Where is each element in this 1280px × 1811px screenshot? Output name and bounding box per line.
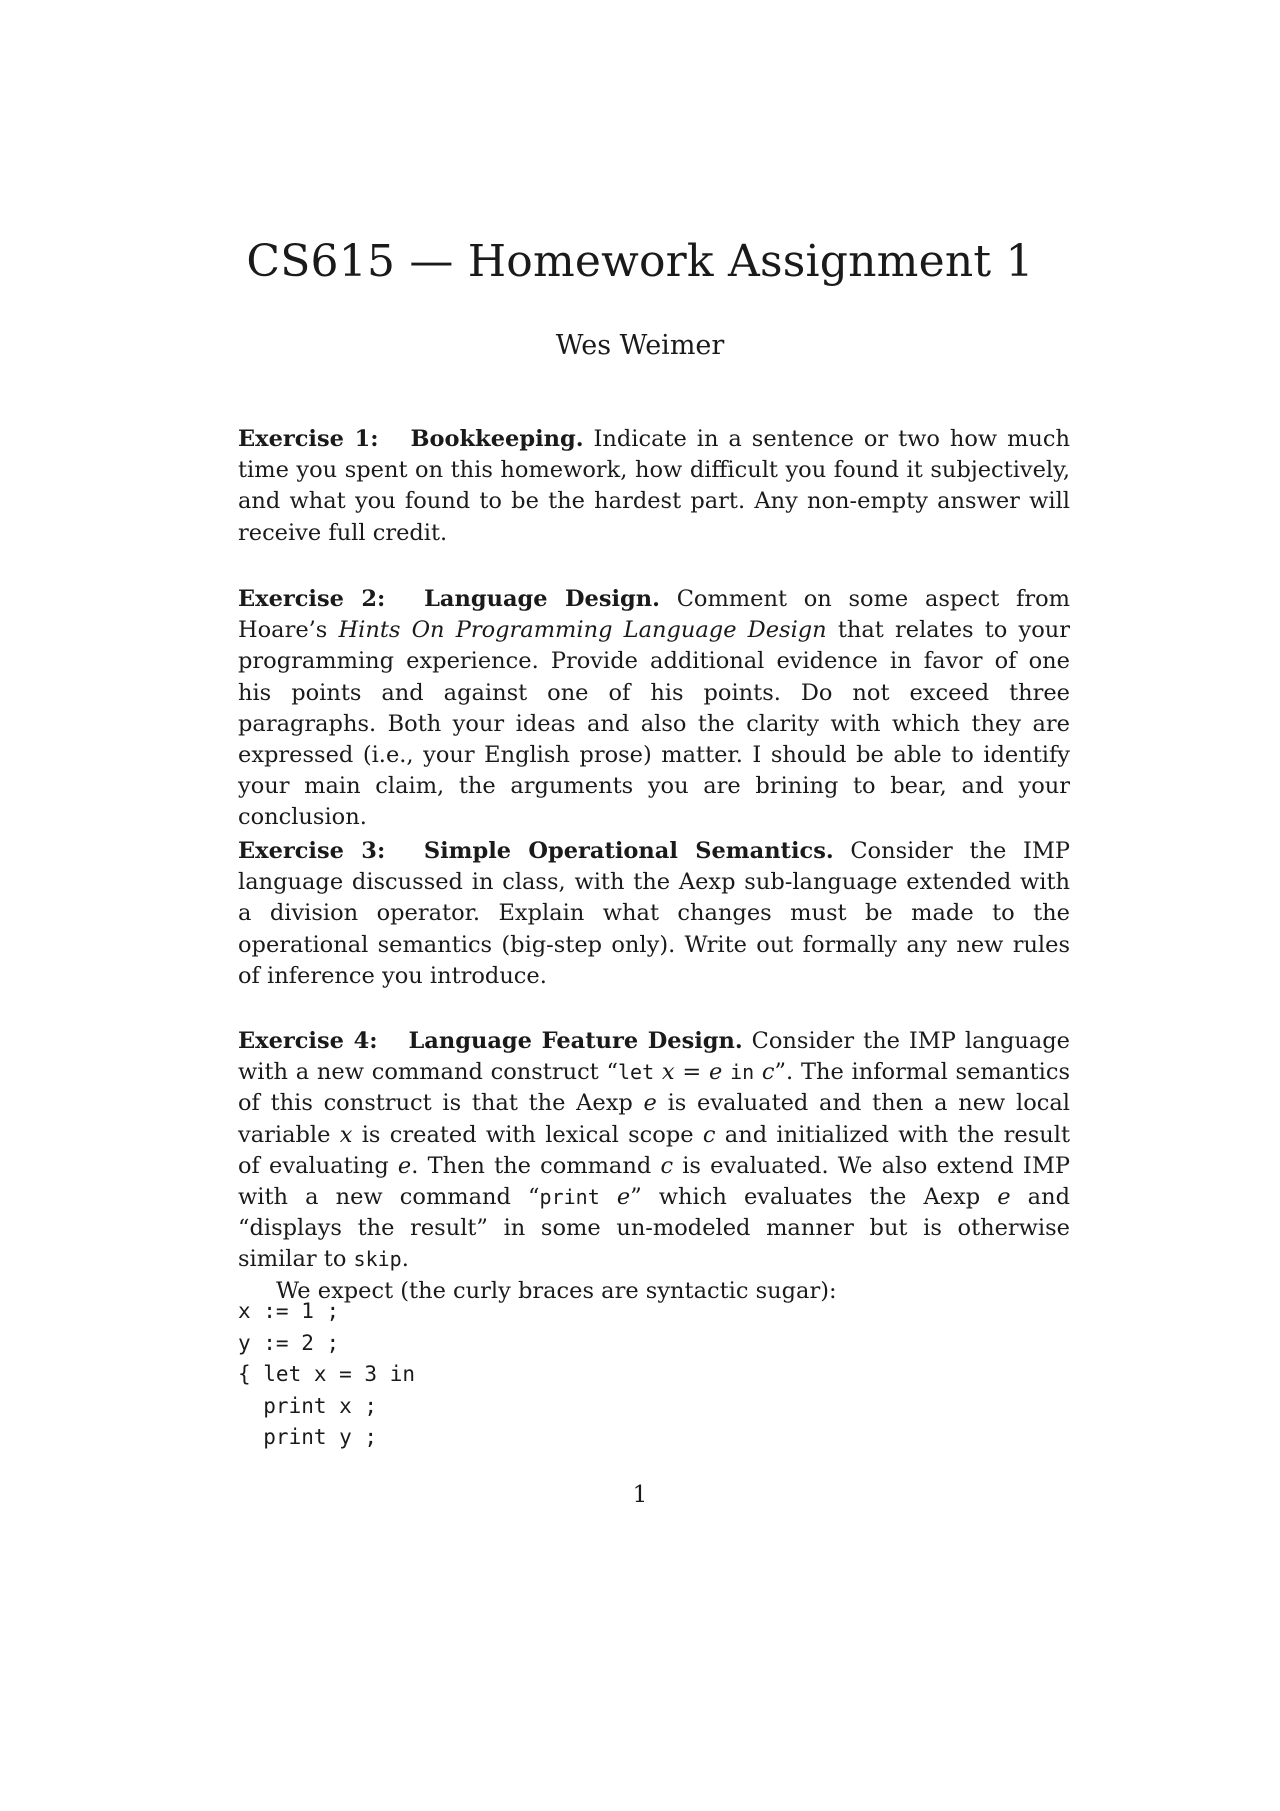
exercise-label: Exercise 2: [238,586,386,612]
exercise-text: ”. The informal semantics of this construct is that the Aexp [238,1059,1071,1117]
exercise-label: Exercise 4: [238,1028,378,1054]
code-line: y := 2 ; [238,1330,340,1355]
math-equals: = [674,1059,709,1086]
math-c: c [761,1059,775,1086]
math-c: c [660,1152,674,1179]
keyword-skip: skip [353,1247,402,1272]
math-e: e [708,1059,723,1086]
math-e: e [643,1090,657,1117]
exercise-text: and initialized with the result of evaluating [238,1121,1071,1179]
exercise-text: that relates to your programming experience. Provide additional evidence in favor of one his points and against one of his points. Do not exceed three paragraphs. Both your ideas and also the clarity with which they are expressed (i.e., your English prose) matter. I should be able to identify your main claim, the arguments you are brining to bear, and your conclusion. [238,617,1071,831]
exercise-text: Consider the IMP language discussed in class, with the Aexp sub-language extended with a division operator. Explain what changes must be made to the operational semantics (big-step only). Write out formally any new rules of inference you introduce. [238,838,1071,989]
exercise-text: is created with lexical scope [361,1121,694,1148]
exercise-text: is evaluated and then a new local variable [238,1090,1070,1148]
exercise-text: Indicate in a sentence or two how much time you spent on this homework, how difficult you found it subjectively, and what you found to be the hardest part. Any non-empty answer will receive full credit. [238,426,1071,546]
code-line: x := 1 ; [238,1299,340,1323]
exercise-2 [238,584,1070,834]
math-e: e [997,1184,1011,1211]
math-x: x [661,1059,675,1086]
exercise-4 [238,1026,1070,1307]
code-example [238,1296,415,1454]
exercise-text: is evaluated. We also extend IMP with a new command “ [238,1152,1070,1211]
exercise-text: . [401,1246,409,1273]
math-c: c [702,1121,716,1148]
exercise-topic: Language Design. [424,586,660,612]
exercise-text: Consider the IMP language with a new command construct “ [238,1028,1070,1086]
exercise-topic: Language Feature Design. [408,1028,743,1054]
math-e: e [397,1152,412,1179]
keyword-in: in [730,1060,755,1085]
keyword-let: let [618,1060,655,1085]
page-number: 1 [632,1482,648,1508]
math-x: x [339,1121,353,1148]
exercise-topic: Bookkeeping. [410,426,584,452]
math-e: e [616,1184,631,1211]
document-title: CS615 — Homework Assignment 1 [246,236,1034,287]
exercise-text: and “displays the result” in some un-modeled manner but is otherwise similar to [238,1184,1070,1273]
exercise-topic: Simple Operational Semantics. [423,838,834,864]
exercise-label: Exercise 1: [238,426,379,452]
exercise-1 [238,424,1070,549]
exercise-3 [238,836,1070,992]
author-name: Wes Weimer [555,330,725,361]
exercise-text: . Then the command [411,1152,652,1179]
code-line: print y ; [238,1425,378,1449]
exercise-text: ” which evaluates the Aexp [630,1184,981,1211]
keyword-print: print [539,1185,600,1210]
code-line: print x ; [238,1393,378,1418]
exercise-text: Comment on some aspect from Hoare’s [238,586,1070,644]
exercise-followup: We expect (the curly braces are syntactic sugar): [276,1277,837,1304]
exercise-label: Exercise 3: [238,838,386,864]
cited-paper-title: Hints On Programming Language Design [338,617,827,644]
code-line: { let x = 3 in [238,1362,416,1386]
